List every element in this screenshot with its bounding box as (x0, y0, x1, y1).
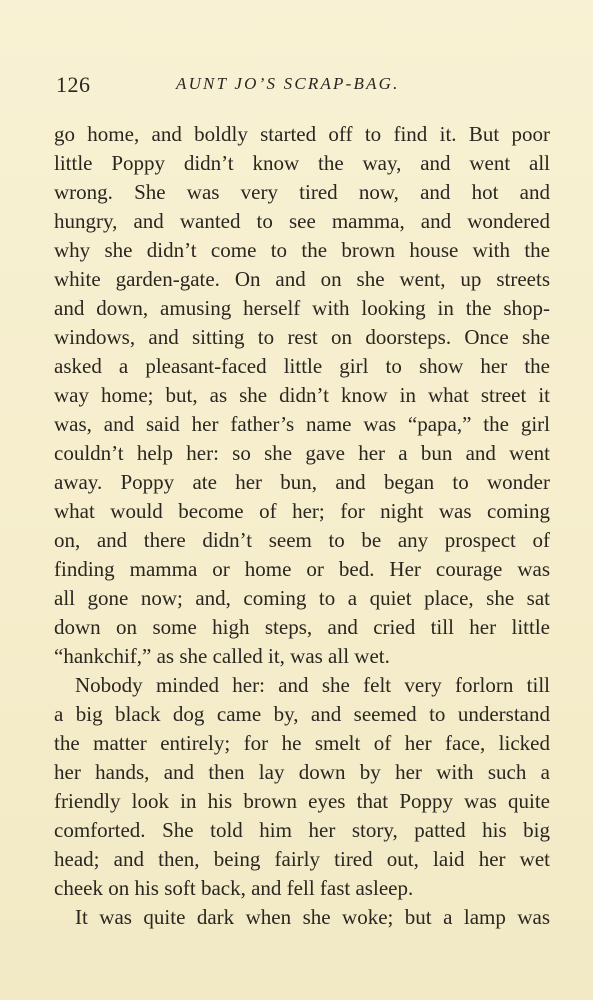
text-line: down on some high steps, and cried till her little (54, 615, 550, 639)
paragraph-start-line: It was quite dark when she woke; but a lamp was (75, 905, 550, 929)
body-text (54, 120, 550, 932)
text-line: all gone now; and, coming to a quiet place, she sat (54, 586, 550, 610)
text-line: what would become of her; for night was coming (54, 499, 550, 523)
text-line: was, and said her father’s name was “papa,” the girl (54, 412, 550, 436)
text-line: asked a pleasant-faced little girl to show her the (54, 354, 550, 378)
text-line: hungry, and wanted to see mamma, and wondered (54, 209, 550, 233)
text-line: away. Poppy ate her bun, and began to wonder (54, 470, 550, 494)
page-header (56, 72, 550, 104)
text-line: way home; but, as she didn’t know in what street it (54, 383, 550, 407)
text-line: little Poppy didn’t know the way, and went all (54, 151, 550, 175)
text-line: finding mamma or home or bed. Her courage was (54, 557, 550, 581)
text-line: windows, and sitting to rest on doorsteps. Once she (54, 325, 550, 349)
text-line: on, and there didn’t seem to be any prospect of (54, 528, 550, 552)
text-line: a big black dog came by, and seemed to understand (54, 702, 550, 726)
text-line: white garden-gate. On and on she went, up streets (54, 267, 550, 291)
paragraph-end-line: cheek on his soft back, and fell fast asleep. (54, 876, 414, 900)
text-line: why she didn’t come to the brown house with the (54, 238, 550, 262)
text-line: head; and then, being fairly tired out, laid her wet (54, 847, 550, 871)
running-head: AUNT JO’S SCRAP-BAG. (176, 74, 400, 93)
text-line: friendly look in his brown eyes that Poppy was quite (54, 789, 550, 813)
paragraph-start-line: Nobody minded her: and she felt very forlorn till (75, 673, 550, 697)
page-number: 126 (56, 72, 91, 97)
text-line: comforted. She told him her story, patted his big (54, 818, 550, 842)
text-line: and down, amusing herself with looking in the shop- (54, 296, 550, 320)
text-line: couldn’t help her: so she gave her a bun and went (54, 441, 550, 465)
text-line: wrong. She was very tired now, and hot and (54, 180, 550, 204)
paragraph-end-line: “hankchif,” as she called it, was all wet. (54, 644, 390, 668)
text-line: go home, and boldly started off to find it. But poor (54, 122, 550, 146)
text-line: her hands, and then lay down by her with such a (54, 760, 550, 784)
text-line: the matter entirely; for he smelt of her face, licked (54, 731, 550, 755)
